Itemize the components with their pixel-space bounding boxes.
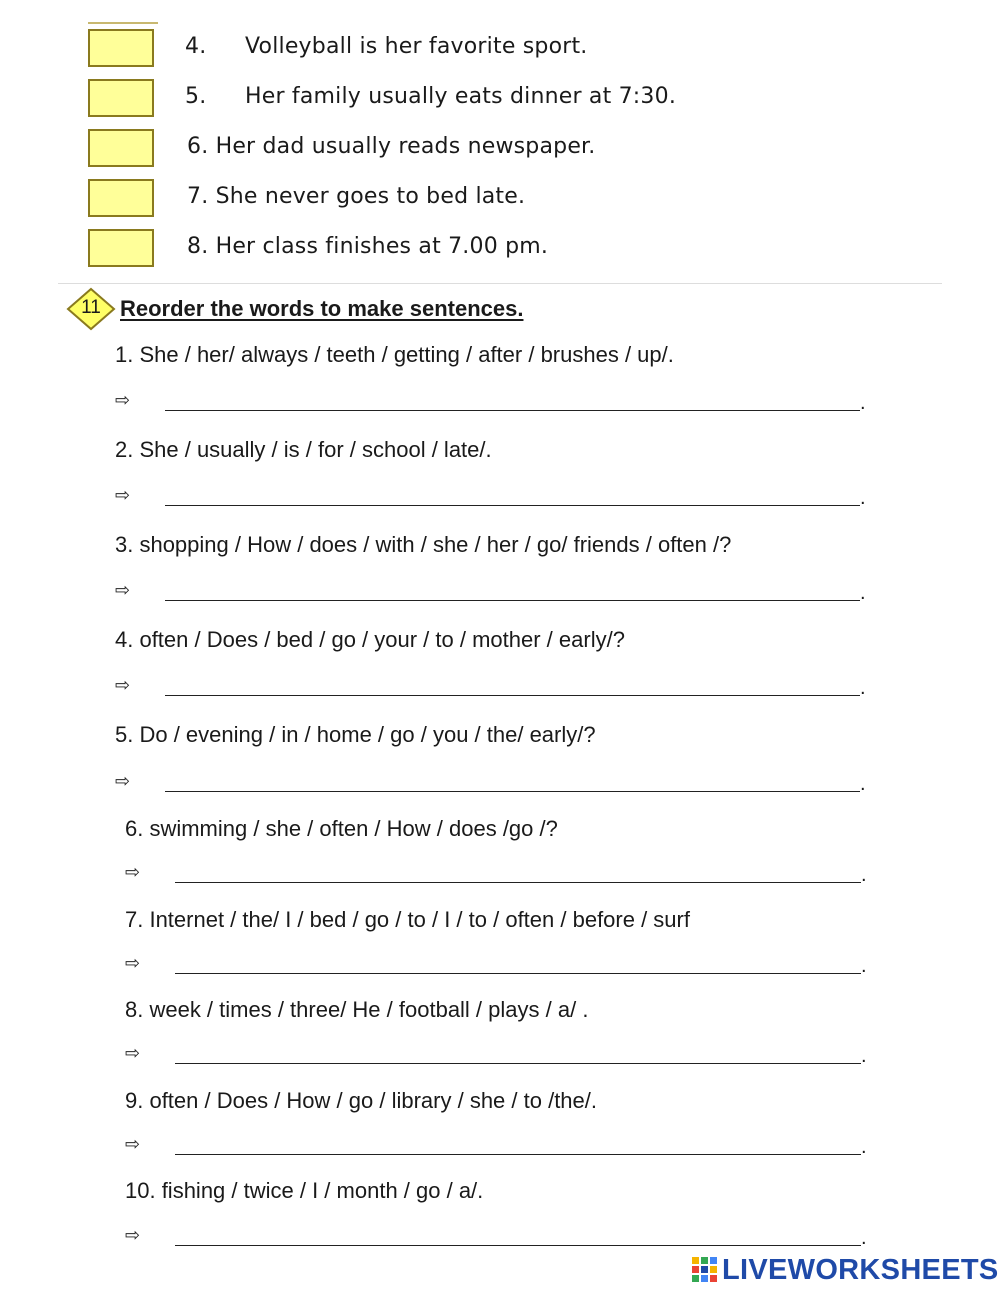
tf-row-8 [0, 226, 1000, 270]
question-5: 5. Do / evening / in / home / go / you / the/ early/? [115, 722, 596, 747]
answer-line-9[interactable] [175, 1154, 861, 1155]
question-6: 6. swimming / she / often / How / does /go /? [125, 816, 558, 841]
item-number: 4. [185, 34, 207, 59]
question-2: 2. She / usually / is / for / school / late/. [115, 437, 492, 462]
statement-text: Volleyball is her favorite sport. [245, 34, 588, 59]
liveworksheets-logo-icon [692, 1257, 718, 1283]
arrow-icon: ⇨ [115, 771, 131, 792]
arrow-icon: ⇨ [115, 675, 131, 696]
answer-line-4[interactable] [165, 695, 860, 696]
question-7: 7. Internet / the/ I / bed / go / to / I / to / often / before / surf [125, 907, 690, 932]
answer-line-7[interactable] [175, 973, 861, 974]
tf-row-4 [0, 26, 1000, 70]
section-divider [58, 283, 942, 284]
answer-line-1[interactable] [165, 410, 860, 411]
answer-box[interactable] [88, 179, 154, 217]
line-period: . [860, 392, 866, 414]
section-title: Reorder the words to make sentences. [120, 296, 524, 321]
answer-line-2[interactable] [165, 505, 860, 506]
line-period: . [861, 1045, 867, 1067]
arrow-icon: ⇨ [125, 1134, 141, 1155]
statement-text: Her family usually eats dinner at 7:30. [245, 84, 677, 109]
line-period: . [860, 773, 866, 795]
arrow-icon: ⇨ [125, 953, 141, 974]
top-rule [88, 22, 158, 24]
answer-line-5[interactable] [165, 791, 860, 792]
answer-line-3[interactable] [165, 600, 860, 601]
tf-row-5 [0, 76, 1000, 120]
question-9: 9. often / Does / How / go / library / she / to /the/. [125, 1088, 598, 1113]
line-period: . [860, 582, 866, 604]
answer-box[interactable] [88, 229, 154, 267]
tf-row-7 [0, 176, 1000, 220]
question-1: 1. She / her/ always / teeth / getting / after / brushes / up/. [115, 342, 674, 367]
liveworksheets-logo-text: LIVEWORKSHEETS [722, 1254, 999, 1286]
arrow-icon: ⇨ [125, 862, 141, 883]
line-period: . [860, 677, 866, 699]
arrow-icon: ⇨ [115, 580, 131, 601]
arrow-icon: ⇨ [125, 1043, 141, 1064]
question-10: 10. fishing / twice / I / month / go / a/. [125, 1178, 484, 1203]
answer-box[interactable] [88, 129, 154, 167]
item-number: 5. [185, 84, 207, 109]
section-number: 11 [81, 297, 101, 318]
answer-box[interactable] [88, 29, 154, 67]
question-3: 3. shopping / How / does / with / she / her / go/ friends / often /? [115, 532, 732, 557]
line-period: . [861, 1227, 867, 1249]
line-period: . [861, 955, 867, 977]
statement-text: 7. She never goes to bed late. [187, 184, 526, 209]
question-8: 8. week / times / three/ He / football / plays / a/ . [125, 997, 589, 1022]
answer-box[interactable] [88, 79, 154, 117]
statement-text: 6. Her dad usually reads newspaper. [187, 134, 596, 159]
answer-line-6[interactable] [175, 882, 861, 883]
tf-row-6 [0, 126, 1000, 170]
arrow-icon: ⇨ [115, 485, 131, 506]
answer-line-10[interactable] [175, 1245, 861, 1246]
line-period: . [860, 487, 866, 509]
line-period: . [861, 1136, 867, 1158]
arrow-icon: ⇨ [115, 390, 131, 411]
arrow-icon: ⇨ [125, 1225, 141, 1246]
answer-line-8[interactable] [175, 1063, 861, 1064]
statement-text: 8. Her class finishes at 7.00 pm. [187, 234, 549, 259]
line-period: . [861, 864, 867, 886]
question-4: 4. often / Does / bed / go / your / to / mother / early/? [115, 627, 625, 652]
